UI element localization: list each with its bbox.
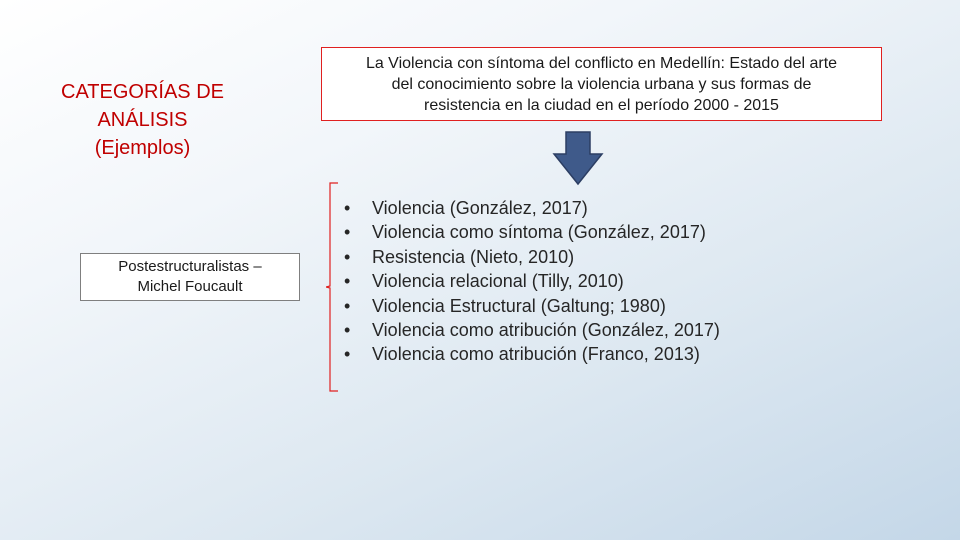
categories-heading xyxy=(30,78,255,162)
list-item xyxy=(344,342,720,366)
author-box-line: Postestructuralistas – xyxy=(118,258,262,275)
list-item-text: Violencia Estructural (Galtung; 1980) xyxy=(372,295,666,316)
list-item-text: Violencia como atribución (González, 2017) xyxy=(372,320,720,341)
bullet-marker: • xyxy=(344,222,351,243)
topic-box-line: resistencia en la ciudad en el período 2000 - 2015 xyxy=(424,96,779,114)
bullet-marker: • xyxy=(344,271,351,292)
bullet-marker: • xyxy=(344,295,351,316)
bullet-marker: • xyxy=(344,198,351,218)
list-item xyxy=(344,196,720,220)
bullet-list xyxy=(344,196,720,367)
bullet-marker: • xyxy=(344,246,351,267)
list-item xyxy=(344,220,720,244)
topic-box-line: La Violencia con síntoma del conflicto en Medellín: Estado del arte xyxy=(365,54,838,72)
categories-heading-line: ANÁLISIS xyxy=(97,109,188,131)
list-item-text: Violencia (González, 2017) xyxy=(372,198,588,218)
categories-heading-line: (Ejemplos) xyxy=(94,137,191,159)
list-item xyxy=(344,294,720,318)
list-item xyxy=(344,245,720,269)
list-item-text: Resistencia (Nieto, 2010) xyxy=(372,246,575,267)
list-item xyxy=(344,318,720,342)
topic-box-line: del conocimiento sobre la violencia urbana y sus formas de xyxy=(391,75,812,93)
down-arrow-icon xyxy=(552,130,604,186)
left-bracket xyxy=(326,182,340,392)
bullet-marker: • xyxy=(344,320,351,341)
list-item xyxy=(344,269,720,293)
author-box-line: Michel Foucault xyxy=(137,278,243,295)
author-box xyxy=(80,253,300,301)
list-item-text: Violencia relacional (Tilly, 2010) xyxy=(372,271,624,292)
topic-box xyxy=(321,47,882,121)
list-item-text: Violencia como síntoma (González, 2017) xyxy=(372,222,706,243)
list-item-text: Violencia como atribución (Franco, 2013) xyxy=(372,344,700,365)
categories-heading-line: CATEGORÍAS DE xyxy=(61,81,224,103)
bullet-marker: • xyxy=(344,344,351,365)
